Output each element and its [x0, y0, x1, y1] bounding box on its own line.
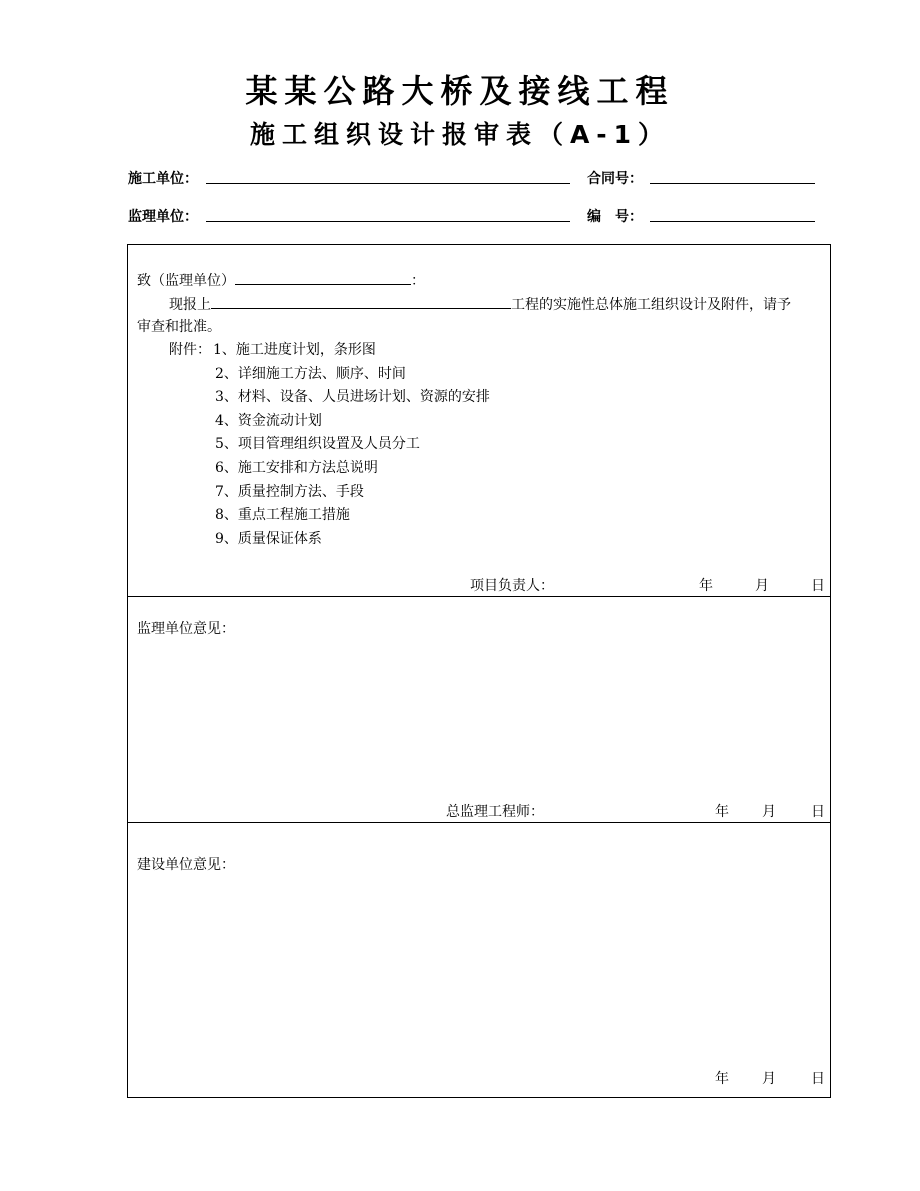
year-label: 年	[715, 1071, 729, 1087]
serial-no-label: 编 号：	[587, 209, 643, 225]
supervision-unit-label: 监理单位：	[128, 209, 198, 225]
report-line	[169, 294, 791, 314]
addressee-suffix: ：	[411, 273, 425, 289]
attachment-item: 7、质量控制方法、手段	[215, 484, 364, 500]
construction-unit-field[interactable]	[206, 183, 570, 184]
form-title: 施工组织设计报审表（A-1）	[249, 120, 671, 149]
serial-no-field[interactable]	[650, 221, 815, 222]
report-prefix: 现报上	[169, 297, 211, 313]
section-divider	[128, 822, 830, 823]
addressee-line	[137, 270, 425, 290]
day-label: 日	[811, 804, 825, 820]
report-suffix: 工程的实施性总体施工组织设计及附件，请予	[511, 297, 791, 313]
day-label: 日	[811, 578, 825, 594]
attachment-item: 1、施工进度计划，条形图	[213, 342, 376, 358]
addressee-prefix: 致（监理单位）	[137, 273, 235, 289]
project-name-blank[interactable]	[211, 294, 511, 309]
section-divider	[128, 596, 830, 597]
attachment-item: 3、材料、设备、人员进场计划、资源的安排	[215, 389, 490, 405]
attachment-item: 4、资金流动计划	[215, 413, 322, 429]
supervision-unit-field[interactable]	[206, 221, 570, 222]
attachment-item: 2、详细施工方法、顺序、时间	[215, 366, 406, 382]
attachment-item: 5、项目管理组织设置及人员分工	[215, 436, 420, 452]
year-label: 年	[715, 804, 729, 820]
day-label: 日	[811, 1071, 825, 1087]
form-table	[127, 244, 831, 1098]
construction-unit-label: 施工单位：	[128, 171, 198, 187]
document-title: 某某公路大桥及接线工程	[245, 72, 675, 110]
attachments-label: 附件：	[169, 342, 211, 358]
month-label: 月	[755, 578, 769, 594]
supervision-unit-blank[interactable]	[235, 270, 411, 285]
month-label: 月	[762, 1071, 776, 1087]
attachment-item: 6、施工安排和方法总说明	[215, 460, 378, 476]
report-line2: 审查和批准。	[137, 319, 221, 335]
contract-no-field[interactable]	[650, 183, 815, 184]
chief-engineer-label: 总监理工程师：	[446, 804, 544, 820]
attachment-item: 8、重点工程施工措施	[215, 507, 350, 523]
project-leader-label: 项目负责人：	[470, 578, 554, 594]
contract-no-label: 合同号：	[587, 171, 643, 187]
year-label: 年	[699, 578, 713, 594]
attachment-item: 9、质量保证体系	[215, 531, 322, 547]
month-label: 月	[762, 804, 776, 820]
owner-opinion-label: 建设单位意见：	[137, 857, 235, 873]
supervision-opinion-label: 监理单位意见：	[137, 621, 235, 637]
